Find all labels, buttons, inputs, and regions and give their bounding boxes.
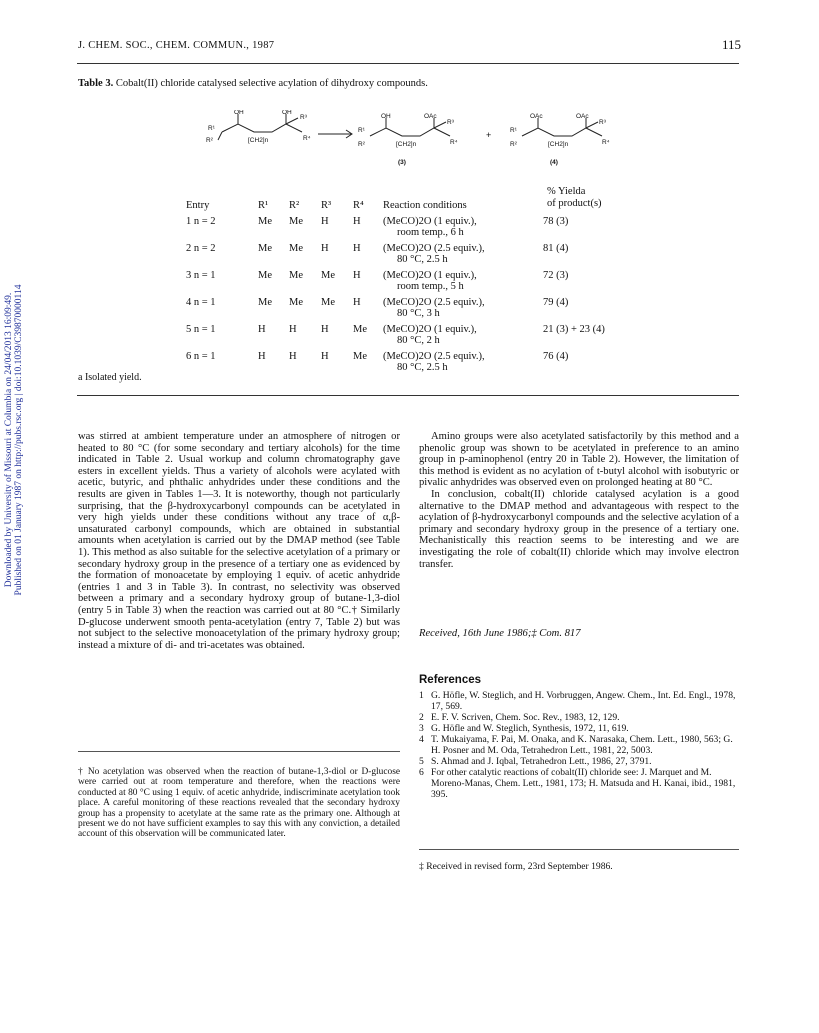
r2-cell: H — [289, 324, 297, 335]
col-conditions: Reaction conditions — [383, 200, 467, 211]
conditions-temp-time: room temp., 6 h — [397, 227, 464, 238]
col-r1: R¹ — [258, 200, 269, 211]
reference-text: E. F. V. Scriven, Chem. Soc. Rev., 1983, 12, 129. — [431, 712, 620, 723]
table-caption — [78, 78, 428, 89]
reference-text: G. Höfle, W. Steglich, and H. Vorbruggen, Angew. Chem., Int. Ed. Engl., 1978, 17, 569. — [431, 690, 736, 712]
r3-cell: Me — [321, 270, 335, 281]
chain-label: [CH2]n — [548, 141, 569, 148]
r1-cell: Me — [258, 216, 272, 227]
r3-label: R³ — [300, 114, 307, 121]
table-row — [186, 243, 653, 270]
body-paragraph: In conclusion, cobalt(II) chloride catalysed acylation is a good alternative to the DMAP method and advantageous with respect to the acylation of β-hydroxycarbonyl compounds and the selective acylation of a primary and secondary hydroxy group in the presence of a tertiary one. Mechanistically this reaction seems to be interesting and we are investigating the role of cobalt(II) chloride which may involve electron transfer. — [419, 488, 739, 570]
reaction-scheme — [200, 110, 620, 174]
r3-label: R³ — [447, 119, 454, 126]
conditions-reagent: (MeCO)2O (2.5 equiv.), — [383, 243, 485, 254]
table-title: Cobalt(II) chloride catalysed selective acylation of dihydroxy compounds. — [115, 78, 428, 89]
conditions-reagent: (MeCO)2O (1 equiv.), — [383, 270, 477, 281]
r4-label: R⁴ — [602, 139, 610, 146]
yield-cell: 79 (4) — [543, 297, 569, 308]
oac-label: OAc — [424, 113, 437, 120]
entry-cell: 6 n = 1 — [186, 351, 216, 362]
r2-cell: Me — [289, 216, 303, 227]
footnote-rule — [419, 849, 739, 850]
entry-cell: 5 n = 1 — [186, 324, 216, 335]
plus-sign: + — [486, 130, 492, 140]
reference-text: For other catalytic reactions of cobalt(II) chloride see: J. Marquet and M. Moreno-Manas, Chem. Lett., 1981, 173; H. Matsuda and H. Kanai, ibid., 1981, 395. — [431, 767, 736, 800]
r3-cell: H — [321, 243, 329, 254]
r1-label: R¹ — [358, 127, 365, 134]
r4-cell: H — [353, 297, 361, 308]
chain-label: [CH2]n — [248, 137, 269, 144]
table-header-row — [186, 200, 653, 216]
table-row — [186, 297, 653, 324]
conditions-temp-time: 80 °C, 2 h — [397, 335, 440, 346]
reference-number: 4 — [419, 734, 424, 745]
entry-cell: 3 n = 1 — [186, 270, 216, 281]
table-row — [186, 351, 653, 378]
r4-cell: Me — [353, 324, 367, 335]
conditions-cell — [383, 216, 543, 243]
oh-label: OH — [381, 113, 391, 120]
conditions-cell — [383, 270, 543, 297]
left-column — [78, 431, 400, 651]
compound-4-label: (4) — [550, 159, 558, 166]
r2-label: R² — [206, 137, 213, 144]
reference-text: G. Höfle and W. Steglich, Synthesis, 1972, 11, 619. — [431, 723, 629, 734]
r1-cell: H — [258, 324, 266, 335]
body-paragraph: was stirred at ambient temperature under an atmosphere of nitrogen or heated to 80 °C (for some secondary and tertiary alcohols) for the time indicated in Table 2. Usual workup and column chromatography gave esters in excellent yields. Thus a variety of alcohols were acylated with acetic, butyric, and phthalic anhydrides under these conditions and the results are given in Tables 1—3. It is noteworthy, though not particularly surprising, that the β-hydroxycarbonyl compounds can be acetylated in very high yields under these conditions without any trace of α,β-unsaturated carbonyl compounds, which are obtained in substantial amounts when acetylation is carried out by the DMAP method (see Table 1). This method as also suitable for the selective acetylation of a primary or secondary hydroxy group in the presence of a tertiary one as evidenced by the formation of monoacetate by employing 1 equiv. of acetic anhydride (entries 1 and 3 in Table 3). In contrast, no selectivity was observed between a primary and a secondary hydroxy group of butane-1,3-diol (entry 5 in Table 3) when the reaction was carried out at 80 °C.† Similarly D-glucose underwent smooth penta-acetylation (entry 7, Table 2) but was not subject to the selective monoacetylation of the primary hydroxy group; instead a mixture of di- and tri-acetates was obtained. — [78, 431, 400, 651]
reference-number: 2 — [419, 712, 424, 723]
received-line: Received, 16th June 1986;‡ Com. 817 — [419, 628, 581, 639]
r3-label: R³ — [599, 119, 606, 126]
yield-cell: 76 (4) — [543, 351, 569, 362]
conditions-reagent: (MeCO)2O (2.5 equiv.), — [383, 297, 485, 308]
reference-item — [419, 767, 739, 800]
chain-label: [CH2]n — [396, 141, 417, 148]
page-number: 115 — [722, 37, 742, 52]
r1-cell: H — [258, 351, 266, 362]
conditions-temp-time: room temp., 5 h — [397, 281, 464, 292]
conditions-temp-time: 80 °C, 2.5 h — [397, 254, 448, 265]
conditions-temp-time: 80 °C, 3 h — [397, 308, 440, 319]
reference-number: 5 — [419, 756, 424, 767]
entry-cell: 1 n = 2 — [186, 216, 216, 227]
oh-label: OH — [234, 110, 244, 116]
conditions-cell — [383, 297, 543, 324]
reference-text: S. Ahmad and J. Iqbal, Tetrahedron Lett., 1986, 27, 3791. — [431, 756, 652, 767]
conditions-reagent: (MeCO)2O (1 equiv.), — [383, 216, 477, 227]
r2-cell: Me — [289, 270, 303, 281]
references-list — [419, 690, 739, 800]
right-column — [419, 431, 739, 570]
r3-cell: H — [321, 324, 329, 335]
conditions-reagent: (MeCO)2O (2.5 equiv.), — [383, 351, 485, 362]
r2-cell: Me — [289, 243, 303, 254]
conditions-cell — [383, 351, 543, 378]
download-note — [4, 180, 24, 700]
conditions-temp-time: 80 °C, 2.5 h — [397, 362, 448, 373]
yield-cell: 78 (3) — [543, 216, 569, 227]
references-heading: References — [419, 674, 482, 686]
r2-label: R² — [510, 141, 517, 148]
oac-label: OAc — [576, 113, 589, 120]
oh-label: OH — [282, 110, 292, 116]
r1-cell: Me — [258, 243, 272, 254]
reference-number: 6 — [419, 767, 424, 778]
table-row — [186, 216, 653, 243]
header-rule — [77, 63, 739, 64]
conditions-cell — [383, 243, 543, 270]
r4-cell: H — [353, 270, 361, 281]
reference-number: 1 — [419, 690, 424, 701]
r4-label: R⁴ — [450, 139, 458, 146]
col-r2: R² — [289, 200, 300, 211]
yield-cell: 21 (3) + 23 (4) — [543, 324, 605, 335]
compound-3-label: (3) — [398, 159, 406, 166]
r4-label: R⁴ — [303, 135, 311, 142]
table-footnote: a Isolated yield. — [78, 372, 142, 383]
journal-header: J. CHEM. SOC., CHEM. COMMUN., 1987 — [78, 40, 275, 51]
reference-item — [419, 712, 739, 723]
ddagger-footnote: ‡ Received in revised form, 23rd September 1986. — [419, 861, 613, 872]
r4-cell: H — [353, 243, 361, 254]
entry-cell: 4 n = 1 — [186, 297, 216, 308]
r1-cell: Me — [258, 270, 272, 281]
table-bottom-rule — [77, 395, 739, 396]
table-label: Table 3. — [78, 78, 114, 89]
results-table — [186, 200, 653, 378]
col-yield — [543, 200, 653, 216]
r1-label: R¹ — [208, 125, 215, 132]
r2-label: R² — [358, 141, 365, 148]
yield-cell: 72 (3) — [543, 270, 569, 281]
col-entry: Entry — [186, 200, 210, 211]
table-row — [186, 270, 653, 297]
reference-item — [419, 734, 739, 756]
entry-cell: 2 n = 2 — [186, 243, 216, 254]
r3-cell: H — [321, 351, 329, 362]
published-line: Published on 01 January 1987 on http://pubs.rsc.org | doi:10.1039/C39870000114 — [14, 284, 24, 596]
conditions-cell — [383, 324, 543, 351]
r2-cell: H — [289, 351, 297, 362]
col-r4: R⁴ — [353, 200, 364, 211]
reference-item — [419, 723, 739, 734]
reference-number: 3 — [419, 723, 424, 734]
dagger-footnote: † No acetylation was observed when the reaction of butane-1,3-diol or D-glucose were carried out at room temperature and therefore, when the reactions were conducted at 80 °C using 1 equiv. of acetic anhydride, indiscriminate acetylation took place. A careful monitoring of these reactions revealed that the secondary hydroxy group has a propensity to acetylate at the same rate as the primary one. Although at present we do not have sufficient examples to say this with any conviction, a detailed account of this observation will be communicated later. — [78, 767, 400, 840]
reference-item — [419, 690, 739, 712]
reference-item — [419, 756, 739, 767]
r1-cell: Me — [258, 297, 272, 308]
body-paragraph: Amino groups were also acetylated satisfactorily by this method and a phenolic group was shown to be acetylated in preference to an amino group in p-aminophenol (entry 20 in Table 2). However, the limitation of this method is evident as no acylation of t-butyl alcohol with isobutyric or pivalic anhydrides was observed even on prolonged heating at 80 °C. — [419, 431, 739, 489]
r4-cell: Me — [353, 351, 367, 362]
footnote-rule — [78, 751, 400, 752]
conditions-reagent: (MeCO)2O (1 equiv.), — [383, 324, 477, 335]
yield-cell: 81 (4) — [543, 243, 569, 254]
yield-header-line2: of product(s) — [547, 198, 602, 209]
table-row — [186, 324, 653, 351]
oac-label: OAc — [530, 113, 543, 120]
yield-header-line1: % Yielda — [547, 186, 586, 197]
r3-cell: Me — [321, 297, 335, 308]
col-r3: R³ — [321, 200, 332, 211]
r1-label: R¹ — [510, 127, 517, 134]
download-line: Downloaded by University of Missouri at Columbia on 24/04/2013 16:09:49. — [4, 292, 14, 588]
r3-cell: H — [321, 216, 329, 227]
reference-text: T. Mukaiyama, F. Pai, M. Onaka, and K. Narasaka, Chem. Lett., 1980, 563; G. H. Posner and M. Oda, Tetrahedron Lett., 1981, 22, 5003. — [431, 734, 733, 756]
r4-cell: H — [353, 216, 361, 227]
r2-cell: Me — [289, 297, 303, 308]
